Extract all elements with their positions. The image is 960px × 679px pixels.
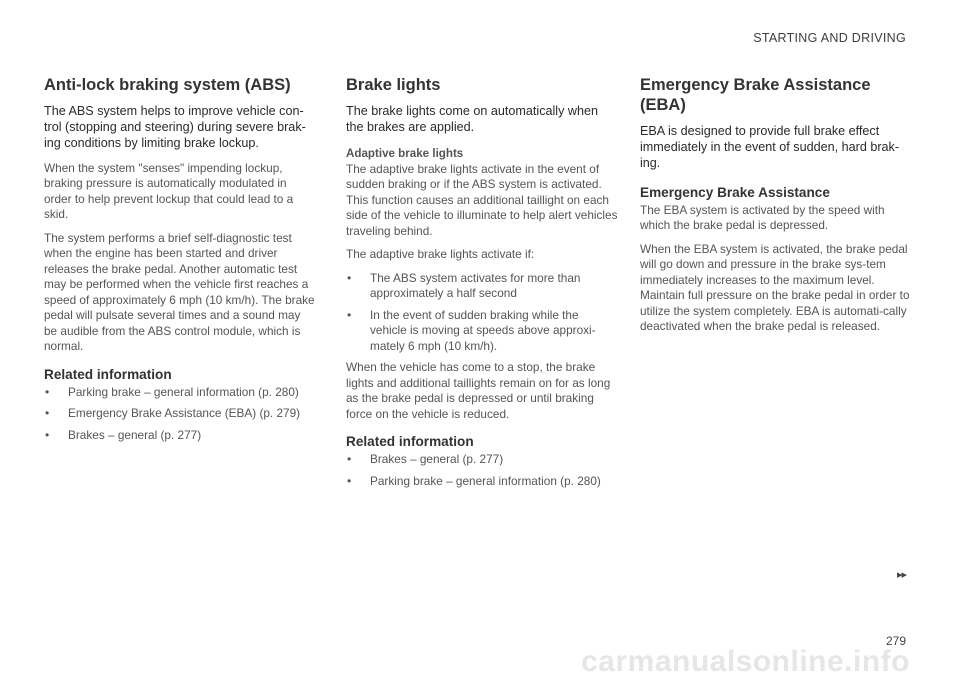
bullet-icon: • — [45, 427, 50, 442]
bullet-icon: • — [45, 406, 50, 421]
bullet-icon: • — [347, 307, 352, 322]
adaptive-conditions-list — [346, 271, 618, 355]
related-link[interactable]: • Brakes – general (p. 277) — [45, 427, 202, 442]
bullet-icon: • — [347, 473, 352, 488]
list-item: • In the event of sudden braking while the vehicle is moving at speeds above approxi-mately 6 mph (10 km/h). — [347, 307, 596, 353]
bullet-icon: • — [45, 384, 50, 399]
watermark: carmanualsonline.info — [581, 645, 910, 678]
eba-subtitle: Emergency Brake Assistance — [640, 184, 830, 200]
abs-related-title: Related information — [44, 366, 172, 382]
eba-title: Emergency Brake Assistance (EBA) — [640, 76, 871, 114]
running-header: STARTING AND DRIVING — [753, 31, 906, 45]
abs-lead: The ABS system helps to improve vehicle con-trol (stopping and steering) during severe brak-ing conditions by limiting brake lockup. — [44, 103, 306, 150]
eba-paragraph-2: When the EBA system is activated, the brake pedal will go down and pressure in the brake sys-tem immediately increases to the maximum level. Maintain full pressure on the brake pedal in order to utilize the system completely. EBA is automati-cally deactivated when the brake pedal is released. — [640, 241, 910, 334]
bullet-icon: • — [347, 452, 352, 467]
brake-lights-section — [346, 76, 618, 495]
abs-paragraph-2: The system performs a brief self-diagnostic test when the engine has been started and driver releases the brake pedal. Another automatic test may be performed when the vehicle first reaches a speed of approximately 6 mph (10 km/h). The brake pedal will pulsate several times and a sound may be audible from the ABS control module, which is normal. — [44, 230, 315, 354]
brake-lights-related-title: Related information — [346, 434, 474, 450]
eba-section — [640, 76, 915, 343]
abs-section — [44, 76, 316, 449]
continue-arrow-icon: ▸▸ — [896, 569, 906, 581]
related-link[interactable]: • Emergency Brake Assistance (EBA) (p. 279) — [45, 406, 301, 421]
brake-lights-lead: The brake lights come on automatically when the brakes are applied. — [346, 103, 599, 134]
abs-paragraph-1: When the system "senses" impending lockup, braking pressure is automatically modulated in order to help prevent lockup that could lead to a skid. — [44, 160, 294, 222]
bullet-icon: • — [347, 270, 352, 285]
brake-lights-paragraph-2: The adaptive brake lights activate if: — [346, 247, 535, 262]
related-link[interactable]: • Brakes – general (p. 277) — [347, 452, 504, 467]
brake-lights-paragraph-3: When the vehicle has come to a stop, the brake lights and additional taillights remain on for as long as the brake pedal is depressed or until braking force on the vehicle is reduced. — [346, 360, 611, 421]
brake-lights-paragraph-1: The adaptive brake lights activate in the event of sudden braking or if the ABS system is activated. This function causes an additional taillight on each side of the vehicle to illuminate to help alert vehicles traveling behind. — [346, 161, 618, 238]
list-item: • The ABS system activates for more than approximately a half second — [347, 270, 581, 301]
eba-paragraph-1: The EBA system is activated by the speed with which the brake pedal is depressed. — [640, 202, 885, 233]
page-number: 279 — [885, 634, 906, 648]
abs-related-list — [44, 385, 316, 444]
brake-lights-title: Brake lights — [346, 76, 441, 94]
brake-lights-related-list — [346, 452, 618, 489]
adaptive-brake-lights-title: Adaptive brake lights — [346, 146, 464, 160]
eba-lead: EBA is designed to provide full brake effect immediately in the event of sudden, hard brak-ing. — [640, 123, 900, 170]
abs-title: Anti-lock braking system (ABS) — [44, 76, 291, 94]
related-link[interactable]: • Parking brake – general information (p. 280) — [347, 473, 601, 488]
related-link[interactable]: • Parking brake – general information (p. 280) — [45, 384, 299, 399]
